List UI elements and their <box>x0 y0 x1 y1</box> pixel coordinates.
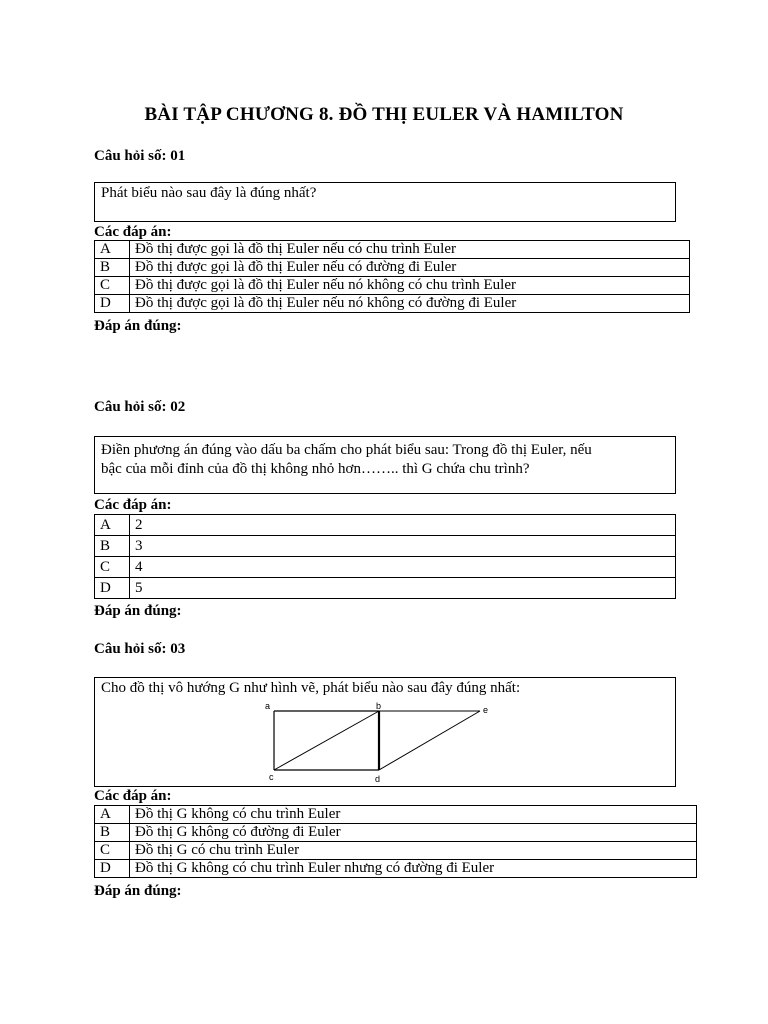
option-letter: A <box>95 806 130 824</box>
graph-figure <box>260 700 500 788</box>
question-1-correct-label: Đáp án đúng: <box>94 318 182 334</box>
option-letter: B <box>95 536 130 557</box>
option-text: 5 <box>130 578 676 599</box>
table-row <box>95 557 676 578</box>
table-row <box>95 277 690 295</box>
question-2-prompt-line-1: Điền phương án đúng vào dấu ba chấm cho phát biểu sau: Trong đồ thị Euler, nếu <box>101 442 592 458</box>
option-letter: B <box>95 824 130 842</box>
vertex-label: d <box>375 774 381 784</box>
question-3-options-table <box>94 805 697 878</box>
table-row <box>95 578 676 599</box>
option-letter: D <box>95 295 130 313</box>
option-letter: D <box>95 578 130 599</box>
option-text: Đồ thị G có chu trình Euler <box>130 842 697 860</box>
option-letter: A <box>95 241 130 259</box>
option-text: Đồ thị được gọi là đồ thị Euler nếu có chu trình Euler <box>130 241 690 259</box>
question-2-options-table <box>94 514 676 599</box>
option-letter: B <box>95 259 130 277</box>
option-letter: C <box>95 557 130 578</box>
table-row <box>95 295 690 313</box>
question-1-options-table <box>94 240 690 313</box>
option-text: 2 <box>130 515 676 536</box>
vertex-label: e <box>483 705 489 715</box>
graph-edge <box>379 711 480 770</box>
option-text: Đồ thị G không có chu trình Euler <box>130 806 697 824</box>
graph-edge <box>274 711 379 770</box>
option-text: Đồ thị được gọi là đồ thị Euler nếu có đường đi Euler <box>130 259 690 277</box>
question-2-answers-label: Các đáp án: <box>94 497 172 513</box>
option-text: Đồ thị G không có chu trình Euler nhưng có đường đi Euler <box>130 860 697 878</box>
option-text: Đồ thị G không có đường đi Euler <box>130 824 697 842</box>
option-letter: C <box>95 842 130 860</box>
option-text: 4 <box>130 557 676 578</box>
question-2-correct-label: Đáp án đúng: <box>94 603 182 619</box>
option-letter: A <box>95 515 130 536</box>
question-1-prompt: Phát biểu nào sau đây là đúng nhất? <box>101 185 317 201</box>
table-row <box>95 515 676 536</box>
question-2-prompt-box <box>94 436 676 494</box>
vertex-label: b <box>376 701 382 711</box>
option-letter: D <box>95 860 130 878</box>
table-row <box>95 842 697 860</box>
table-row <box>95 860 697 878</box>
question-3-correct-label: Đáp án đúng: <box>94 883 182 899</box>
table-row <box>95 259 690 277</box>
option-text: Đồ thị được gọi là đồ thị Euler nếu nó không có chu trình Euler <box>130 277 690 295</box>
question-1-label: Câu hỏi số: 01 <box>94 148 186 164</box>
question-2-label: Câu hỏi số: 02 <box>94 399 186 415</box>
table-row <box>95 824 697 842</box>
table-row <box>95 241 690 259</box>
question-1-prompt-box <box>94 182 676 222</box>
question-1-answers-label: Các đáp án: <box>94 224 172 240</box>
option-text: 3 <box>130 536 676 557</box>
option-letter: C <box>95 277 130 295</box>
question-3-label: Câu hỏi số: 03 <box>94 641 186 657</box>
question-2-prompt-line-2: bậc của mỗi đỉnh của đồ thị không nhỏ hơn…….. thì G chứa chu trình? <box>101 461 530 477</box>
page-title: BÀI TẬP CHƯƠNG 8. ĐỒ THỊ EULER VÀ HAMILTON <box>144 104 624 125</box>
table-row <box>95 536 676 557</box>
option-text: Đồ thị được gọi là đồ thị Euler nếu nó không có đường đi Euler <box>130 295 690 313</box>
vertex-label: c <box>269 772 274 782</box>
table-row <box>95 806 697 824</box>
vertex-label: a <box>265 701 271 711</box>
question-3-prompt: Cho đồ thị vô hướng G như hình vẽ, phát biểu nào sau đây đúng nhất: <box>101 680 521 696</box>
question-3-answers-label: Các đáp án: <box>94 788 184 805</box>
